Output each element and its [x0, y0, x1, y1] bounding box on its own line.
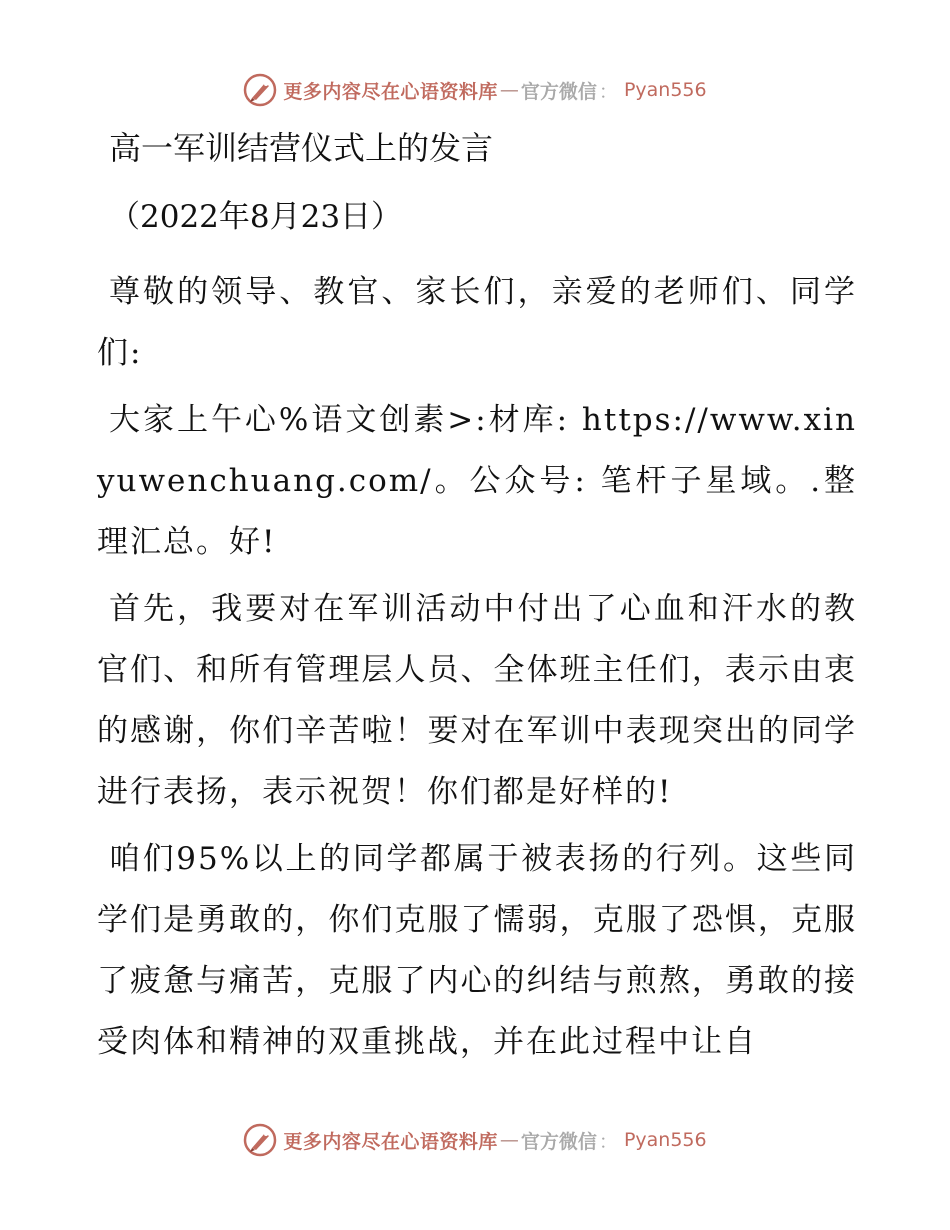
paragraph-hello: 大家上午心%语文创素>:材库: https://www.xinyuwenchuang.com/。公众号: 笔杆子星域。.整理汇总。好! — [97, 402, 857, 560]
pen-logo-icon — [243, 1123, 277, 1157]
watermark-separator: ： — [598, 80, 618, 103]
pen-logo-icon — [243, 73, 277, 107]
document-body — [97, 120, 857, 1079]
watermark-wechat-id: Pyan556 — [623, 1129, 707, 1151]
paragraph-greeting: 尊敬的领导、教官、家长们，亲爱的老师们、同学们: — [97, 274, 857, 371]
watermark-official-label: 官方微信 — [520, 1130, 597, 1153]
watermark-main-text: 更多内容尽在心语资料库 — [283, 1130, 498, 1153]
watermark-wechat-id: Pyan556 — [623, 79, 707, 101]
paragraph-thanks: 首先，我要对在军训活动中付出了心血和汗水的教官们、和所有管理层人员、全体班主任们，表示由衷的感谢，你们辛苦啦！要对在军训中表现突出的同学进行表扬，表示祝贺！你们都是好样的! — [97, 591, 857, 810]
paragraph-praise: 咱们95%以上的同学都属于被表扬的行列。这些同学们是勇敢的，你们克服了懦弱，克服了恐惧，克服了疲惫与痛苦，克服了内心的纠结与煎熬，勇敢的接受肉体和精神的双重挑战，并在此过程中让自 — [97, 841, 857, 1060]
document-title: 高一军训结营仪式上的发言 — [109, 129, 494, 167]
watermark-dash: — — [499, 79, 519, 101]
document-date: （2022年8月23日） — [109, 199, 403, 235]
watermark-main-text: 更多内容尽在心语资料库 — [283, 80, 498, 103]
watermark-footer — [0, 1120, 950, 1160]
watermark-header — [0, 70, 950, 110]
watermark-dash: — — [499, 1129, 519, 1151]
watermark-official-label: 官方微信 — [520, 80, 597, 103]
watermark-separator: ： — [598, 1130, 618, 1153]
